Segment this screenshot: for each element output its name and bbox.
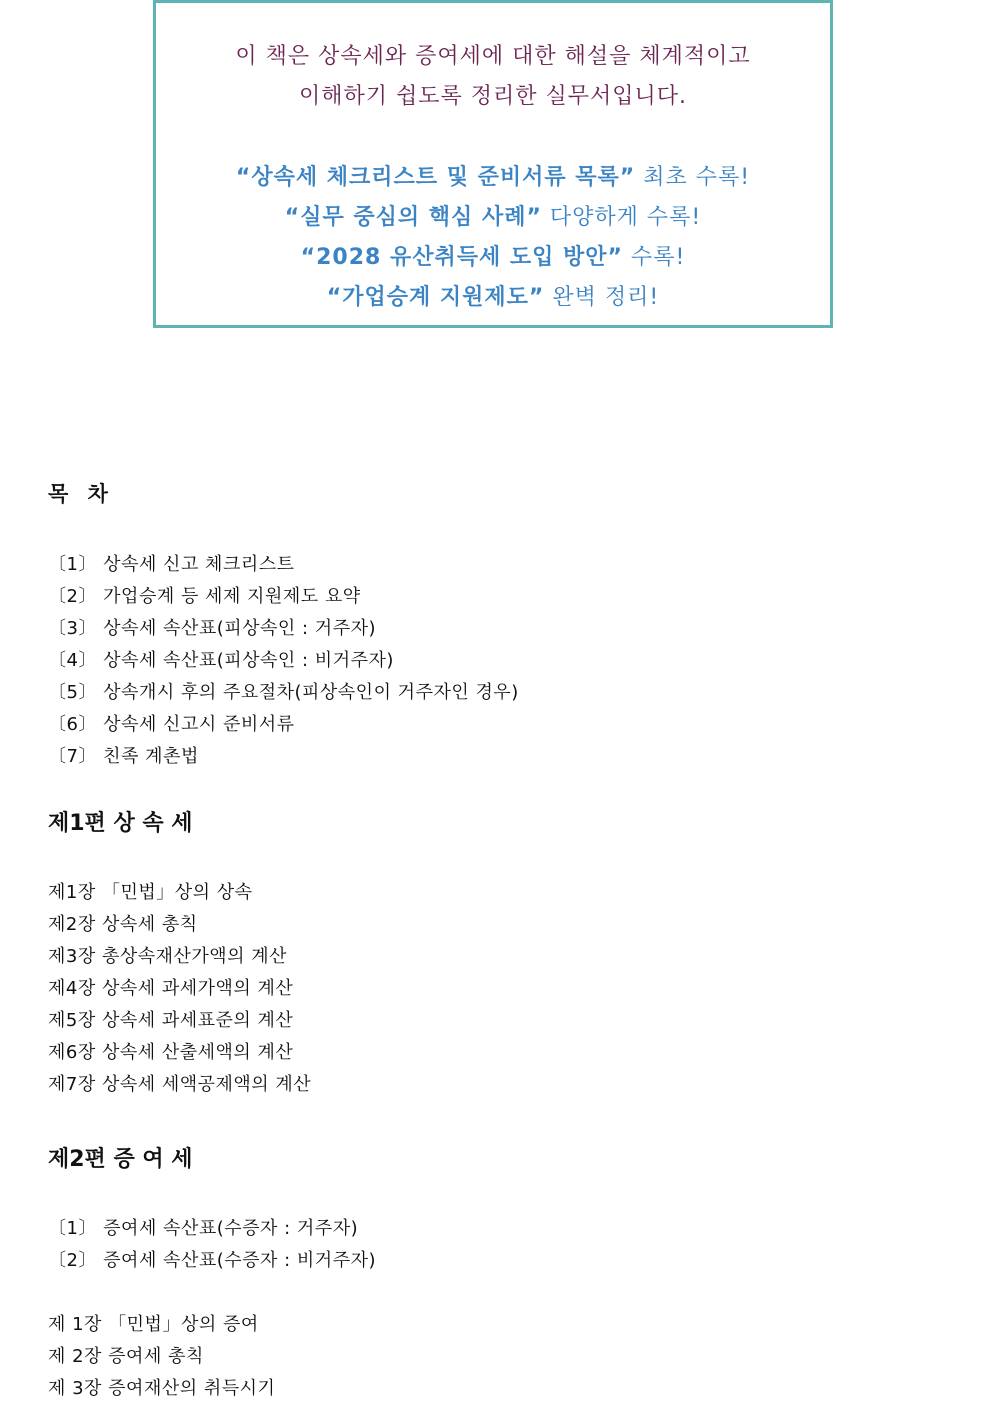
promo-highlight-3-rest: 수록! [623, 245, 686, 270]
promo-highlight-4-rest: 완벽 정리! [544, 285, 660, 310]
promo-highlight-3 [156, 240, 830, 271]
toc-pre-item: 〔5〕 상속개시 후의 주요절차(피상속인이 거주자인 경우) [48, 682, 519, 703]
toc-pre-item: 〔3〕 상속세 속산표(피상속인 : 거주자) [48, 618, 376, 639]
part1-chapter: 제1장 「민법」상의 상속 [48, 882, 253, 903]
promo-highlight-2-rest: 다양하게 수록! [541, 205, 702, 230]
toc-pre-item: 〔4〕 상속세 속산표(피상속인 : 비거주자) [48, 650, 394, 671]
promo-highlight-4 [156, 280, 830, 311]
promo-box [153, 0, 833, 328]
toc-title: 목 차 [48, 482, 114, 506]
promo-highlight-1-quoted: “상속세 체크리스트 및 준비서류 목록” [235, 165, 636, 190]
part2-chapter: 제 3장 증여재산의 취득시기 [48, 1378, 276, 1399]
promo-highlight-1 [156, 160, 830, 191]
toc-pre-item: 〔7〕 친족 계촌법 [48, 746, 199, 767]
part1-chapter: 제4장 상속세 과세가액의 계산 [48, 978, 294, 999]
promo-highlight-2-quoted: “실무 중심의 핵심 사례” [284, 205, 542, 230]
part2-title: 제2편 증 여 세 [48, 1147, 193, 1172]
toc-pre-item: 〔2〕 가업승계 등 세제 지원제도 요약 [48, 586, 361, 607]
promo-highlight-3-quoted: “2028 유산취득세 도입 방안” [300, 245, 624, 270]
part1-chapter: 제6장 상속세 산출세액의 계산 [48, 1042, 294, 1063]
promo-intro-line-2: 이해하기 쉽도록 정리한 실무서입니다. [298, 84, 687, 109]
part2-pre-item: 〔2〕 증여세 속산표(수증자 : 비거주자) [48, 1250, 376, 1271]
part1-title: 제1편 상 속 세 [48, 811, 193, 836]
promo-intro-line-1: 이 책은 상속세와 증여세에 대한 해설을 체계적이고 [235, 44, 751, 69]
part2-chapter: 제 2장 증여세 총칙 [48, 1346, 204, 1367]
part1-chapter: 제7장 상속세 세액공제액의 계산 [48, 1074, 312, 1095]
promo-highlight-4-quoted: “가업승계 지원제도” [326, 285, 545, 310]
toc-pre-item: 〔1〕 상속세 신고 체크리스트 [48, 554, 295, 575]
promo-highlight-2 [156, 200, 830, 231]
part1-chapter: 제5장 상속세 과세표준의 계산 [48, 1010, 294, 1031]
part2-pre-item: 〔1〕 증여세 속산표(수증자 : 거주자) [48, 1218, 359, 1239]
part1-chapter: 제2장 상속세 총칙 [48, 914, 198, 935]
toc-pre-item: 〔6〕 상속세 신고시 준비서류 [48, 714, 295, 735]
part2-chapter: 제 1장 「민법」상의 증여 [48, 1314, 259, 1335]
part1-chapter: 제3장 총상속재산가액의 계산 [48, 946, 288, 967]
promo-highlight-1-rest: 최초 수록! [635, 165, 751, 190]
